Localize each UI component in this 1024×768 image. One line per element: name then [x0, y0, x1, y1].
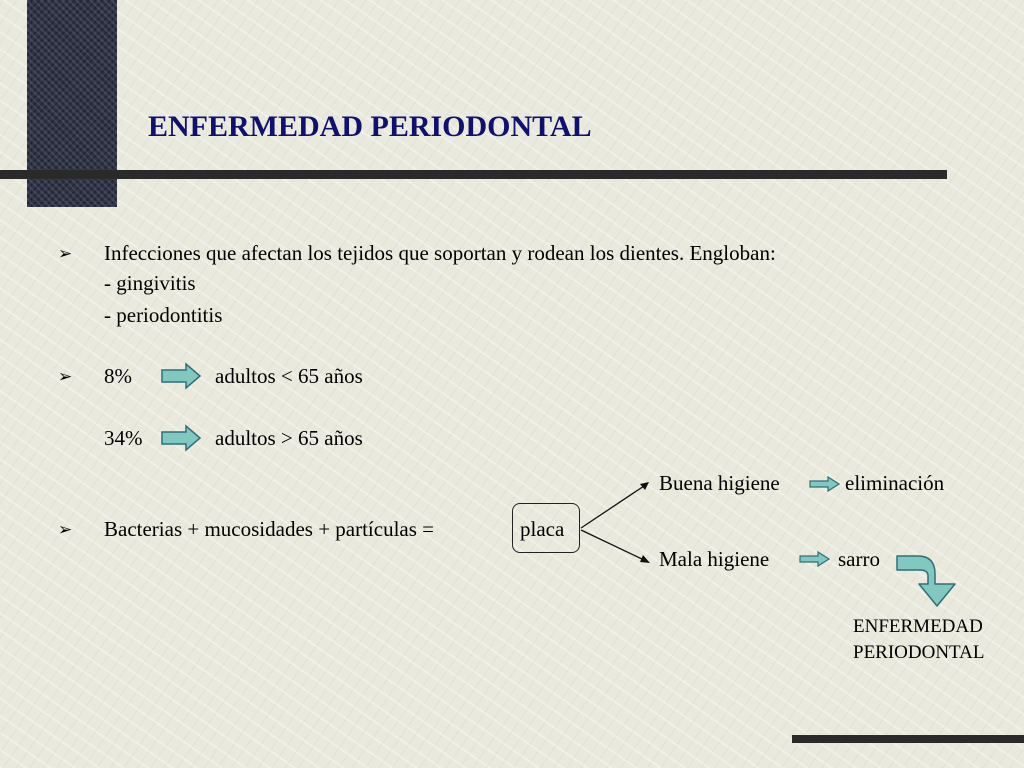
final-result-line1: ENFERMEDAD — [853, 616, 983, 637]
mala-higiene-label: Mala higiene — [659, 547, 770, 571]
bullet-infecciones-text: Infecciones que afectan los tejidos que soportan y rodean los dientes. Engloban: — [104, 241, 776, 265]
sub-item-gingivitis: - gingivitis — [104, 271, 196, 295]
right-arrow-icon — [162, 364, 200, 388]
stat-label-1: adultos < 65 años — [215, 364, 363, 388]
sarro-label: sarro — [838, 547, 880, 571]
eliminacion-label: eliminación — [845, 471, 945, 495]
branch-arrow-up — [581, 482, 649, 528]
right-arrow-icon — [162, 426, 200, 450]
right-arrow-small-icon — [810, 477, 839, 491]
branch-arrow-down — [581, 530, 650, 563]
right-arrow-small-icon — [800, 552, 829, 566]
bullet-arrow-icon: ➢ — [58, 520, 73, 539]
stat-label-2: adultos > 65 años — [215, 426, 363, 450]
final-result-line2: PERIODONTAL — [853, 642, 985, 663]
bullet-arrow-icon: ➢ — [58, 244, 73, 263]
slide-title: ENFERMEDAD PERIODONTAL — [148, 110, 592, 143]
placa-label: placa — [520, 517, 565, 541]
stat-percent-2: 34% — [104, 426, 143, 450]
sub-item-periodontitis: - periodontitis — [104, 303, 223, 327]
bacteria-equation-text: Bacterias + mucosidades + partículas = — [104, 517, 435, 541]
bullet-arrow-icon: ➢ — [58, 367, 73, 386]
bent-down-arrow-icon — [897, 556, 955, 606]
stat-percent-1: 8% — [104, 364, 132, 388]
buena-higiene-label: Buena higiene — [659, 471, 780, 495]
